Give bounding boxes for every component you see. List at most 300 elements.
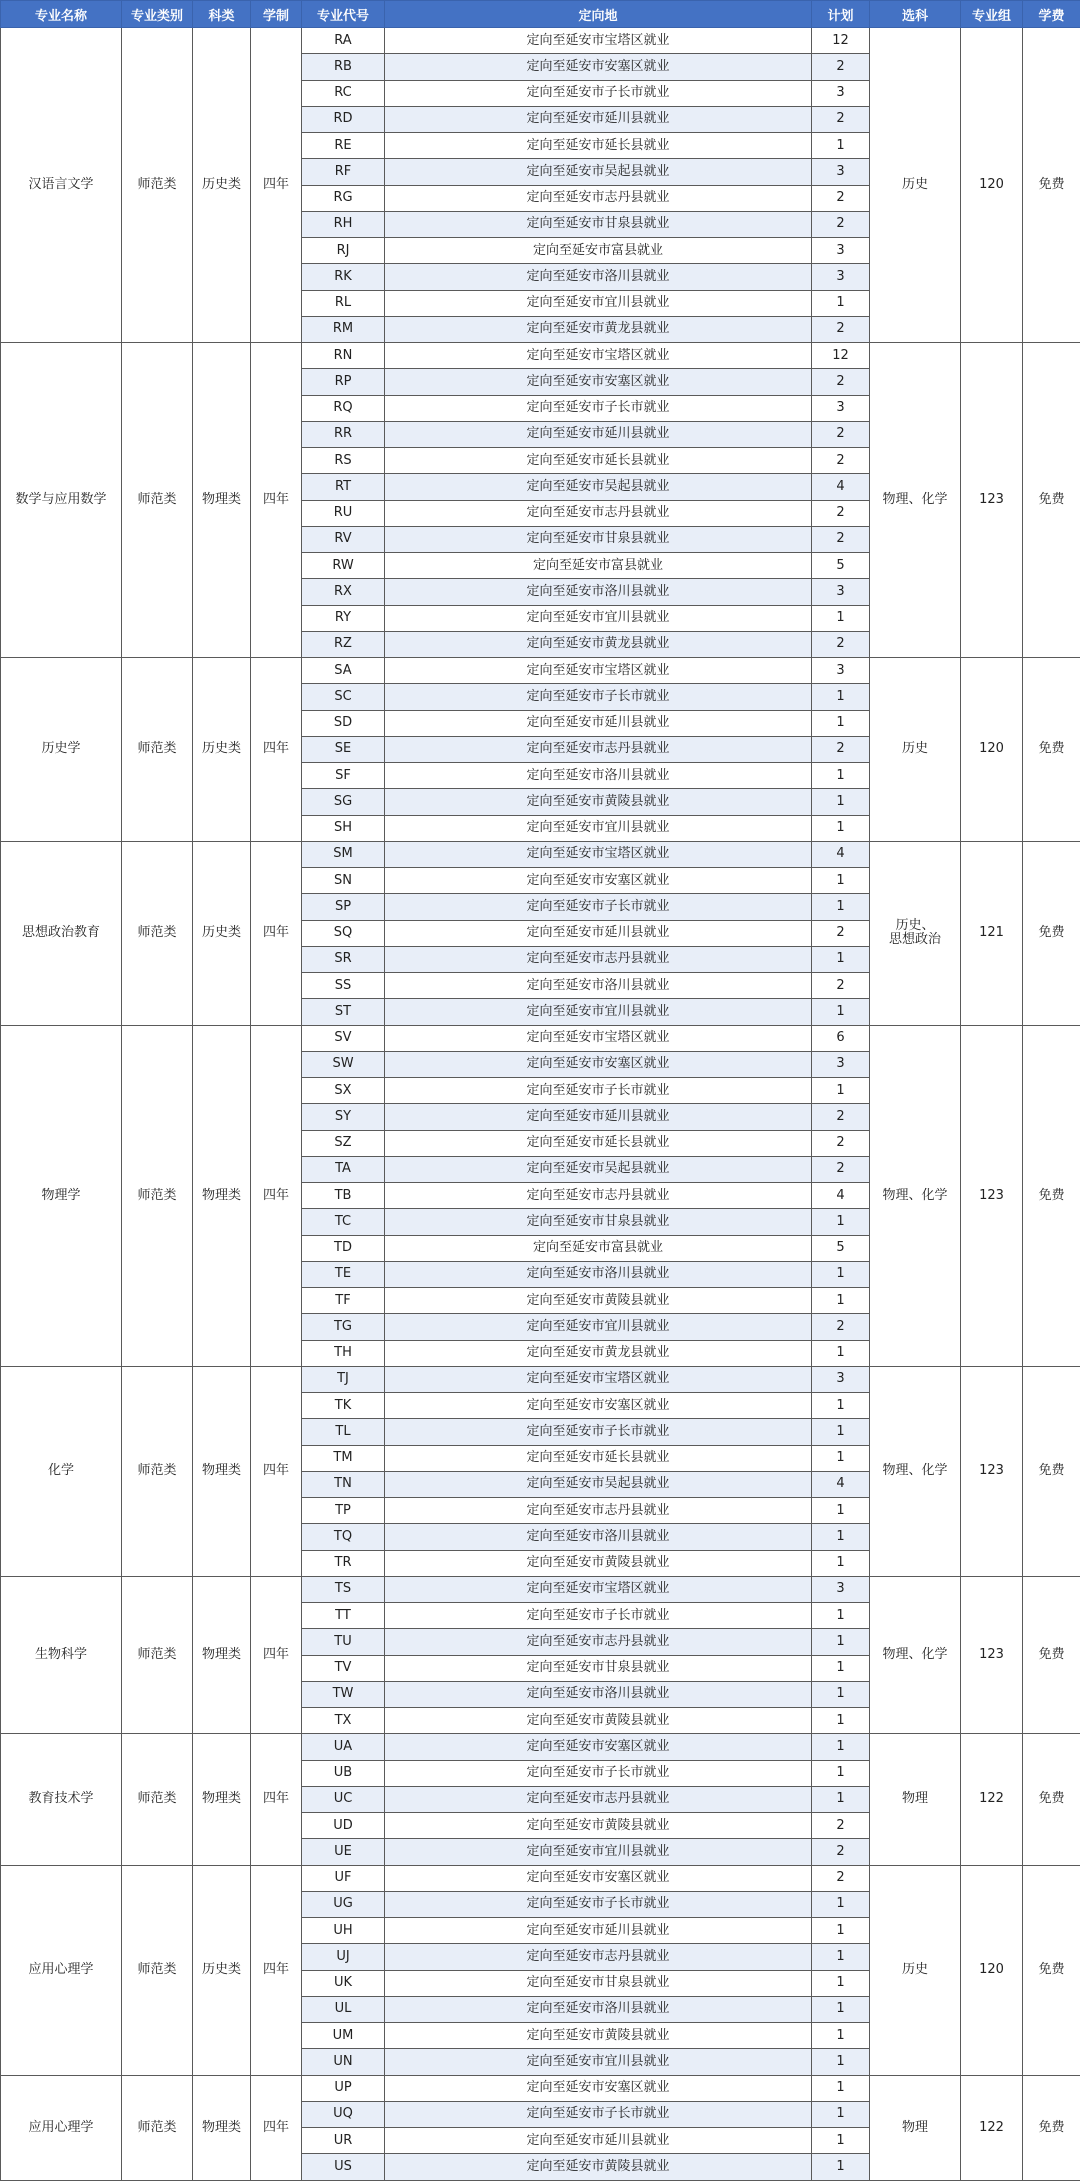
major-group-cell: 120 bbox=[961, 1865, 1023, 2075]
major-category-cell: 师范类 bbox=[122, 28, 193, 343]
subjects-cell: 历史、 思想政治 bbox=[870, 841, 961, 1025]
destination-cell: 定向至延安市吴起县就业 bbox=[385, 1471, 812, 1497]
major-name-cell: 应用心理学 bbox=[1, 2075, 122, 2180]
track-cell: 历史类 bbox=[193, 28, 251, 343]
destination-cell: 定向至延安市志丹县就业 bbox=[385, 1786, 812, 1812]
track-cell: 物理类 bbox=[193, 1025, 251, 1366]
destination-cell: 定向至延安市志丹县就业 bbox=[385, 1944, 812, 1970]
major-code-cell: UA bbox=[302, 1734, 385, 1760]
destination-cell: 定向至延安市延川县就业 bbox=[385, 1918, 812, 1944]
major-code-cell: TQ bbox=[302, 1524, 385, 1550]
plan-count-cell: 1 bbox=[812, 789, 870, 815]
duration-cell: 四年 bbox=[251, 28, 302, 343]
track-cell: 物理类 bbox=[193, 1576, 251, 1734]
table-row bbox=[1, 28, 1080, 54]
major-code-cell: RY bbox=[302, 605, 385, 631]
major-code-cell: SR bbox=[302, 946, 385, 972]
plan-count-cell: 3 bbox=[812, 238, 870, 264]
destination-cell: 定向至延安市宝塔区就业 bbox=[385, 343, 812, 369]
major-code-cell: SS bbox=[302, 973, 385, 999]
destination-cell: 定向至延安市洛川县就业 bbox=[385, 1261, 812, 1287]
major-category-cell: 师范类 bbox=[122, 658, 193, 842]
major-code-cell: UG bbox=[302, 1891, 385, 1917]
destination-cell: 定向至延安市吴起县就业 bbox=[385, 474, 812, 500]
plan-count-cell: 12 bbox=[812, 343, 870, 369]
destination-cell: 定向至延安市黄陵县就业 bbox=[385, 2154, 812, 2180]
major-code-cell: RM bbox=[302, 316, 385, 342]
plan-count-cell: 6 bbox=[812, 1025, 870, 1051]
plan-count-cell: 2 bbox=[812, 526, 870, 552]
major-group-cell: 120 bbox=[961, 28, 1023, 343]
tuition-cell: 免费 bbox=[1023, 1366, 1080, 1576]
destination-cell: 定向至延安市吴起县就业 bbox=[385, 1156, 812, 1182]
major-name-cell: 汉语言文学 bbox=[1, 28, 122, 343]
destination-cell: 定向至延安市志丹县就业 bbox=[385, 1629, 812, 1655]
major-code-cell: RQ bbox=[302, 395, 385, 421]
destination-cell: 定向至延安市黄陵县就业 bbox=[385, 1550, 812, 1576]
plan-count-cell: 3 bbox=[812, 1051, 870, 1077]
major-group-cell: 123 bbox=[961, 1025, 1023, 1366]
plan-count-cell: 1 bbox=[812, 1261, 870, 1287]
subjects-cell: 物理、化学 bbox=[870, 1576, 961, 1734]
major-code-cell: RU bbox=[302, 500, 385, 526]
subjects-cell: 物理、化学 bbox=[870, 343, 961, 658]
plan-count-cell: 1 bbox=[812, 1419, 870, 1445]
plan-count-cell: 2 bbox=[812, 920, 870, 946]
major-code-cell: SD bbox=[302, 710, 385, 736]
destination-cell: 定向至延安市志丹县就业 bbox=[385, 946, 812, 972]
subjects-cell: 历史 bbox=[870, 28, 961, 343]
destination-cell: 定向至延安市黄龙县就业 bbox=[385, 1340, 812, 1366]
header-subjects: 选科 bbox=[870, 1, 961, 28]
destination-cell: 定向至延安市延长县就业 bbox=[385, 1130, 812, 1156]
destination-cell: 定向至延安市安塞区就业 bbox=[385, 868, 812, 894]
destination-cell: 定向至延安市甘泉县就业 bbox=[385, 211, 812, 237]
major-code-cell: SG bbox=[302, 789, 385, 815]
major-code-cell: TB bbox=[302, 1183, 385, 1209]
major-code-cell: TS bbox=[302, 1576, 385, 1602]
major-code-cell: RW bbox=[302, 553, 385, 579]
plan-count-cell: 3 bbox=[812, 1576, 870, 1602]
plan-count-cell: 1 bbox=[812, 1078, 870, 1104]
plan-count-cell: 1 bbox=[812, 946, 870, 972]
plan-count-cell: 2 bbox=[812, 54, 870, 80]
destination-cell: 定向至延安市安塞区就业 bbox=[385, 1865, 812, 1891]
destination-cell: 定向至延安市宝塔区就业 bbox=[385, 658, 812, 684]
major-code-cell: TD bbox=[302, 1235, 385, 1261]
destination-cell: 定向至延安市安塞区就业 bbox=[385, 1051, 812, 1077]
plan-count-cell: 2 bbox=[812, 500, 870, 526]
destination-cell: 定向至延安市黄陵县就业 bbox=[385, 789, 812, 815]
major-group-cell: 123 bbox=[961, 1366, 1023, 1576]
tuition-cell: 免费 bbox=[1023, 1576, 1080, 1734]
table-row bbox=[1, 658, 1080, 684]
plan-count-cell: 1 bbox=[812, 2101, 870, 2127]
tuition-cell: 免费 bbox=[1023, 658, 1080, 842]
tuition-cell: 免费 bbox=[1023, 1865, 1080, 2075]
major-code-cell: UK bbox=[302, 1970, 385, 1996]
major-category-cell: 师范类 bbox=[122, 1734, 193, 1865]
destination-cell: 定向至延安市延川县就业 bbox=[385, 2128, 812, 2154]
major-code-cell: SP bbox=[302, 894, 385, 920]
major-code-cell: SF bbox=[302, 763, 385, 789]
plan-count-cell: 1 bbox=[812, 1445, 870, 1471]
destination-cell: 定向至延安市黄陵县就业 bbox=[385, 1813, 812, 1839]
plan-count-cell: 2 bbox=[812, 106, 870, 132]
major-name-cell: 教育技术学 bbox=[1, 1734, 122, 1865]
destination-cell: 定向至延安市宜川县就业 bbox=[385, 1839, 812, 1865]
subjects-cell: 物理、化学 bbox=[870, 1366, 961, 1576]
tuition-cell: 免费 bbox=[1023, 841, 1080, 1025]
major-code-cell: UF bbox=[302, 1865, 385, 1891]
major-code-cell: UL bbox=[302, 1996, 385, 2022]
plan-count-cell: 1 bbox=[812, 1734, 870, 1760]
destination-cell: 定向至延安市延川县就业 bbox=[385, 1104, 812, 1130]
destination-cell: 定向至延安市安塞区就业 bbox=[385, 54, 812, 80]
plan-count-cell: 2 bbox=[812, 973, 870, 999]
major-code-cell: RJ bbox=[302, 238, 385, 264]
table-row bbox=[1, 1865, 1080, 1891]
major-code-cell: SV bbox=[302, 1025, 385, 1051]
major-code-cell: RP bbox=[302, 369, 385, 395]
plan-count-cell: 1 bbox=[812, 2128, 870, 2154]
major-code-cell: UH bbox=[302, 1918, 385, 1944]
major-name-cell: 化学 bbox=[1, 1366, 122, 1576]
plan-count-cell: 1 bbox=[812, 1209, 870, 1235]
plan-count-cell: 1 bbox=[812, 1340, 870, 1366]
plan-count-cell: 1 bbox=[812, 1393, 870, 1419]
plan-count-cell: 1 bbox=[812, 605, 870, 631]
subjects-cell: 物理 bbox=[870, 2075, 961, 2180]
duration-cell: 四年 bbox=[251, 1734, 302, 1865]
major-name-cell: 历史学 bbox=[1, 658, 122, 842]
plan-count-cell: 3 bbox=[812, 579, 870, 605]
track-cell: 历史类 bbox=[193, 841, 251, 1025]
destination-cell: 定向至延安市安塞区就业 bbox=[385, 369, 812, 395]
plan-count-cell: 1 bbox=[812, 1944, 870, 1970]
destination-cell: 定向至延安市志丹县就业 bbox=[385, 1183, 812, 1209]
major-code-cell: SN bbox=[302, 868, 385, 894]
major-code-cell: RS bbox=[302, 448, 385, 474]
major-category-cell: 师范类 bbox=[122, 1366, 193, 1576]
header-destination: 定向地 bbox=[385, 1, 812, 28]
major-code-cell: SM bbox=[302, 841, 385, 867]
duration-cell: 四年 bbox=[251, 1865, 302, 2075]
plan-count-cell: 1 bbox=[812, 710, 870, 736]
plan-count-cell: 2 bbox=[812, 1839, 870, 1865]
major-code-cell: RF bbox=[302, 159, 385, 185]
destination-cell: 定向至延安市安塞区就业 bbox=[385, 1734, 812, 1760]
tuition-cell: 免费 bbox=[1023, 1025, 1080, 1366]
plan-count-cell: 12 bbox=[812, 28, 870, 54]
major-code-cell: TA bbox=[302, 1156, 385, 1182]
plan-count-cell: 2 bbox=[812, 211, 870, 237]
major-code-cell: UQ bbox=[302, 2101, 385, 2127]
destination-cell: 定向至延安市安塞区就业 bbox=[385, 2075, 812, 2101]
plan-count-cell: 1 bbox=[812, 1970, 870, 1996]
destination-cell: 定向至延安市子长市就业 bbox=[385, 1419, 812, 1445]
destination-cell: 定向至延安市洛川县就业 bbox=[385, 1681, 812, 1707]
destination-cell: 定向至延安市洛川县就业 bbox=[385, 763, 812, 789]
major-code-cell: RH bbox=[302, 211, 385, 237]
major-code-cell: SW bbox=[302, 1051, 385, 1077]
major-code-cell: TP bbox=[302, 1498, 385, 1524]
plan-count-cell: 2 bbox=[812, 1813, 870, 1839]
destination-cell: 定向至延安市子长市就业 bbox=[385, 1760, 812, 1786]
destination-cell: 定向至延安市子长市就业 bbox=[385, 1603, 812, 1629]
major-code-cell: TT bbox=[302, 1603, 385, 1629]
plan-count-cell: 2 bbox=[812, 1130, 870, 1156]
duration-cell: 四年 bbox=[251, 2075, 302, 2180]
destination-cell: 定向至延安市延长县就业 bbox=[385, 133, 812, 159]
plan-count-cell: 1 bbox=[812, 1918, 870, 1944]
major-code-cell: SY bbox=[302, 1104, 385, 1130]
plan-count-cell: 1 bbox=[812, 1550, 870, 1576]
plan-count-cell: 1 bbox=[812, 290, 870, 316]
plan-count-cell: 2 bbox=[812, 316, 870, 342]
destination-cell: 定向至延安市黄陵县就业 bbox=[385, 2023, 812, 2049]
major-name-cell: 思想政治教育 bbox=[1, 841, 122, 1025]
destination-cell: 定向至延安市宜川县就业 bbox=[385, 999, 812, 1025]
plan-count-cell: 3 bbox=[812, 264, 870, 290]
plan-count-cell: 1 bbox=[812, 1629, 870, 1655]
destination-cell: 定向至延安市宝塔区就业 bbox=[385, 1576, 812, 1602]
subjects-cell: 历史 bbox=[870, 658, 961, 842]
major-code-cell: TL bbox=[302, 1419, 385, 1445]
major-code-cell: RB bbox=[302, 54, 385, 80]
duration-cell: 四年 bbox=[251, 1366, 302, 1576]
major-code-cell: UC bbox=[302, 1786, 385, 1812]
major-category-cell: 师范类 bbox=[122, 1025, 193, 1366]
plan-count-cell: 2 bbox=[812, 1314, 870, 1340]
header-duration: 学制 bbox=[251, 1, 302, 28]
destination-cell: 定向至延安市吴起县就业 bbox=[385, 159, 812, 185]
major-code-cell: TV bbox=[302, 1655, 385, 1681]
plan-count-cell: 1 bbox=[812, 1996, 870, 2022]
major-category-cell: 师范类 bbox=[122, 1865, 193, 2075]
destination-cell: 定向至延安市洛川县就业 bbox=[385, 973, 812, 999]
major-code-cell: SA bbox=[302, 658, 385, 684]
table-row bbox=[1, 1025, 1080, 1051]
major-name-cell: 应用心理学 bbox=[1, 1865, 122, 2075]
major-code-cell: TM bbox=[302, 1445, 385, 1471]
major-code-cell: TF bbox=[302, 1288, 385, 1314]
major-code-cell: RA bbox=[302, 28, 385, 54]
major-name-cell: 物理学 bbox=[1, 1025, 122, 1366]
major-code-cell: RE bbox=[302, 133, 385, 159]
header-row bbox=[1, 1, 1080, 28]
destination-cell: 定向至延安市富县就业 bbox=[385, 553, 812, 579]
plan-count-cell: 1 bbox=[812, 1498, 870, 1524]
plan-count-cell: 1 bbox=[812, 1891, 870, 1917]
major-code-cell: TW bbox=[302, 1681, 385, 1707]
major-code-cell: US bbox=[302, 2154, 385, 2180]
destination-cell: 定向至延安市宝塔区就业 bbox=[385, 841, 812, 867]
track-cell: 历史类 bbox=[193, 658, 251, 842]
major-code-cell: RX bbox=[302, 579, 385, 605]
plan-count-cell: 1 bbox=[812, 868, 870, 894]
major-code-cell: TX bbox=[302, 1708, 385, 1734]
major-code-cell: SZ bbox=[302, 1130, 385, 1156]
subjects-cell: 物理、化学 bbox=[870, 1025, 961, 1366]
major-code-cell: RR bbox=[302, 421, 385, 447]
plan-count-cell: 2 bbox=[812, 631, 870, 657]
plan-count-cell: 4 bbox=[812, 1183, 870, 1209]
header-major-code: 专业代号 bbox=[302, 1, 385, 28]
duration-cell: 四年 bbox=[251, 1576, 302, 1734]
major-category-cell: 师范类 bbox=[122, 343, 193, 658]
destination-cell: 定向至延安市宜川县就业 bbox=[385, 1314, 812, 1340]
table-row bbox=[1, 343, 1080, 369]
major-name-cell: 生物科学 bbox=[1, 1576, 122, 1734]
plan-count-cell: 1 bbox=[812, 133, 870, 159]
plan-count-cell: 3 bbox=[812, 159, 870, 185]
header-track: 科类 bbox=[193, 1, 251, 28]
header-major-group: 专业组 bbox=[961, 1, 1023, 28]
destination-cell: 定向至延安市富县就业 bbox=[385, 238, 812, 264]
destination-cell: 定向至延安市子长市就业 bbox=[385, 80, 812, 106]
destination-cell: 定向至延安市延川县就业 bbox=[385, 106, 812, 132]
plan-count-cell: 1 bbox=[812, 1655, 870, 1681]
table-row bbox=[1, 1576, 1080, 1602]
plan-count-cell: 1 bbox=[812, 2154, 870, 2180]
major-group-cell: 121 bbox=[961, 841, 1023, 1025]
plan-count-cell: 1 bbox=[812, 1681, 870, 1707]
track-cell: 物理类 bbox=[193, 1366, 251, 1576]
plan-count-cell: 2 bbox=[812, 1104, 870, 1130]
header-major-category: 专业类别 bbox=[122, 1, 193, 28]
plan-count-cell: 3 bbox=[812, 1366, 870, 1392]
major-group-cell: 120 bbox=[961, 658, 1023, 842]
plan-count-cell: 1 bbox=[812, 815, 870, 841]
destination-cell: 定向至延安市延长县就业 bbox=[385, 1445, 812, 1471]
track-cell: 物理类 bbox=[193, 2075, 251, 2180]
major-code-cell: TU bbox=[302, 1629, 385, 1655]
major-code-cell: RV bbox=[302, 526, 385, 552]
destination-cell: 定向至延安市延川县就业 bbox=[385, 920, 812, 946]
plan-count-cell: 5 bbox=[812, 553, 870, 579]
major-code-cell: UB bbox=[302, 1760, 385, 1786]
major-name-cell: 数学与应用数学 bbox=[1, 343, 122, 658]
major-code-cell: RT bbox=[302, 474, 385, 500]
plan-count-cell: 4 bbox=[812, 474, 870, 500]
plan-count-cell: 2 bbox=[812, 185, 870, 211]
destination-cell: 定向至延安市志丹县就业 bbox=[385, 1498, 812, 1524]
major-code-cell: RL bbox=[302, 290, 385, 316]
major-code-cell: TC bbox=[302, 1209, 385, 1235]
major-code-cell: UN bbox=[302, 2049, 385, 2075]
destination-cell: 定向至延安市黄陵县就业 bbox=[385, 1708, 812, 1734]
plan-count-cell: 2 bbox=[812, 736, 870, 762]
destination-cell: 定向至延安市子长市就业 bbox=[385, 684, 812, 710]
plan-count-cell: 1 bbox=[812, 763, 870, 789]
destination-cell: 定向至延安市黄龙县就业 bbox=[385, 631, 812, 657]
major-code-cell: TJ bbox=[302, 1366, 385, 1392]
destination-cell: 定向至延安市子长市就业 bbox=[385, 2101, 812, 2127]
table-row bbox=[1, 841, 1080, 867]
major-code-cell: TH bbox=[302, 1340, 385, 1366]
major-code-cell: UM bbox=[302, 2023, 385, 2049]
destination-cell: 定向至延安市宜川县就业 bbox=[385, 605, 812, 631]
major-group-cell: 122 bbox=[961, 2075, 1023, 2180]
major-code-cell: RG bbox=[302, 185, 385, 211]
table-row bbox=[1, 1366, 1080, 1392]
header-major-name: 专业名称 bbox=[1, 1, 122, 28]
major-code-cell: SQ bbox=[302, 920, 385, 946]
major-code-cell: TN bbox=[302, 1471, 385, 1497]
plan-count-cell: 2 bbox=[812, 1865, 870, 1891]
major-code-cell: UJ bbox=[302, 1944, 385, 1970]
plan-count-cell: 1 bbox=[812, 2023, 870, 2049]
plan-count-cell: 1 bbox=[812, 1524, 870, 1550]
major-code-cell: RK bbox=[302, 264, 385, 290]
major-code-cell: RC bbox=[302, 80, 385, 106]
track-cell: 物理类 bbox=[193, 343, 251, 658]
plan-count-cell: 2 bbox=[812, 369, 870, 395]
destination-cell: 定向至延安市甘泉县就业 bbox=[385, 1209, 812, 1235]
duration-cell: 四年 bbox=[251, 841, 302, 1025]
plan-count-cell: 3 bbox=[812, 80, 870, 106]
subjects-cell: 物理 bbox=[870, 1734, 961, 1865]
major-code-cell: UE bbox=[302, 1839, 385, 1865]
major-code-cell: TR bbox=[302, 1550, 385, 1576]
plan-count-cell: 3 bbox=[812, 658, 870, 684]
tuition-cell: 免费 bbox=[1023, 343, 1080, 658]
header-plan: 计划 bbox=[812, 1, 870, 28]
major-category-cell: 师范类 bbox=[122, 1576, 193, 1734]
plan-count-cell: 5 bbox=[812, 1235, 870, 1261]
major-code-cell: TK bbox=[302, 1393, 385, 1419]
plan-count-cell: 1 bbox=[812, 1603, 870, 1629]
duration-cell: 四年 bbox=[251, 343, 302, 658]
plan-count-cell: 1 bbox=[812, 1708, 870, 1734]
destination-cell: 定向至延安市子长市就业 bbox=[385, 1078, 812, 1104]
major-code-cell: RN bbox=[302, 343, 385, 369]
plan-count-cell: 1 bbox=[812, 1786, 870, 1812]
table-row bbox=[1, 2075, 1080, 2101]
duration-cell: 四年 bbox=[251, 1025, 302, 1366]
destination-cell: 定向至延安市洛川县就业 bbox=[385, 264, 812, 290]
plan-count-cell: 2 bbox=[812, 1156, 870, 1182]
tuition-cell: 免费 bbox=[1023, 2075, 1080, 2180]
track-cell: 历史类 bbox=[193, 1865, 251, 2075]
plan-count-cell: 1 bbox=[812, 999, 870, 1025]
major-group-cell: 123 bbox=[961, 343, 1023, 658]
destination-cell: 定向至延安市宜川县就业 bbox=[385, 290, 812, 316]
plan-count-cell: 1 bbox=[812, 684, 870, 710]
destination-cell: 定向至延安市宜川县就业 bbox=[385, 815, 812, 841]
major-code-cell: RZ bbox=[302, 631, 385, 657]
destination-cell: 定向至延安市延川县就业 bbox=[385, 421, 812, 447]
destination-cell: 定向至延安市洛川县就业 bbox=[385, 1524, 812, 1550]
major-code-cell: SX bbox=[302, 1078, 385, 1104]
tuition-cell: 免费 bbox=[1023, 28, 1080, 343]
major-category-cell: 师范类 bbox=[122, 2075, 193, 2180]
plan-count-cell: 4 bbox=[812, 841, 870, 867]
plan-count-cell: 1 bbox=[812, 2049, 870, 2075]
major-group-cell: 123 bbox=[961, 1576, 1023, 1734]
plan-count-cell: 2 bbox=[812, 448, 870, 474]
plan-count-cell: 3 bbox=[812, 395, 870, 421]
major-code-cell: TE bbox=[302, 1261, 385, 1287]
table-body bbox=[1, 28, 1080, 2181]
destination-cell: 定向至延安市洛川县就业 bbox=[385, 1996, 812, 2022]
major-code-cell: TG bbox=[302, 1314, 385, 1340]
tuition-cell: 免费 bbox=[1023, 1734, 1080, 1865]
duration-cell: 四年 bbox=[251, 658, 302, 842]
header-tuition: 学费 bbox=[1023, 1, 1080, 28]
major-code-cell: UD bbox=[302, 1813, 385, 1839]
